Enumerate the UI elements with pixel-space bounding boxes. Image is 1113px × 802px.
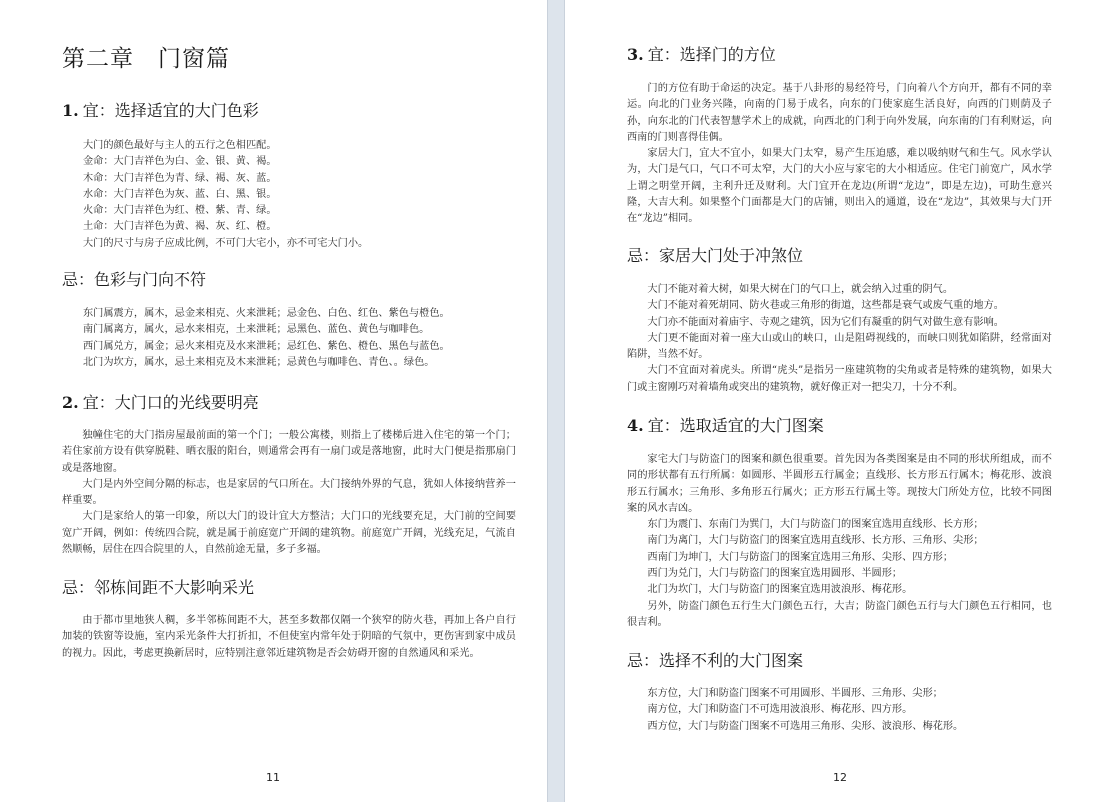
- section-heading: [62, 267, 206, 290]
- paragraph: 南门为离门，大门与防盗门的图案宜选用直线形、长方形、三角形、尖形；: [647, 535, 984, 547]
- list-line: 水命：大门吉祥色为灰、蓝、白、黑、银。: [83, 188, 277, 200]
- section-heading: [627, 243, 803, 266]
- section-body: [627, 81, 1052, 228]
- chapter-title: 第二章 门窗篇: [62, 46, 230, 72]
- paragraph: 东门为震门、东南门为巽门，大门与防盗门的图案宜选用直线形、长方形；: [647, 519, 984, 531]
- list-line: 大门的颜色最好与主人的五行之色相匹配。: [83, 140, 277, 151]
- paragraph: 南方位，大门和防盗门不可选用波浪形、梅花形、四方形。: [647, 704, 913, 716]
- paragraph: 西门为兑门，大门与防盗门的图案宜选用圆形、半圆形；: [647, 568, 903, 580]
- section-title: 宜：选择门的方位: [647, 45, 776, 64]
- section-title: 忌：家居大门处于冲煞位: [627, 246, 804, 265]
- section-heading: [62, 98, 259, 121]
- paragraph: 大门是家给人的第一印象，所以大门的设计宜大方整洁；大门口的光线要充足，大门前的空间要宽广开阔，例如：传统四合院，就是属于前庭宽广开阔的建筑物。前庭宽广开阔，光线充足，气流自然顺畅，居住在四合院里的人，自然前途无量，多子多福。: [62, 511, 516, 556]
- section-title: 忌：选择不利的大门图案: [627, 651, 804, 670]
- paragraph: 西方位，大门与防盗门图案不可选用三角形、尖形、波浪形、梅花形。: [647, 720, 964, 732]
- page-number: 11: [266, 771, 280, 784]
- section-heading: [627, 42, 776, 65]
- paragraph: 门的方位有助于命运的决定。基于八卦形的易经符号，门向着八个方向开，都有不同的幸运。向北的门业务兴隆，向南的门易于成名，向东的门使家庭生活良好，向西的门则荫及子孙，向东北的门代表智慧学术上的成就，向西北的门利于向外发展，向东南的门有利财运，向西南的门则喜得佳偶。: [627, 83, 1052, 143]
- paragraph: 大门亦不能面对着庙宇、寺观之建筑，因为它们有凝重的阴气对做生意有影响。: [647, 316, 1004, 328]
- list-line: 大门的尺寸与房子应成比例，不可门大宅小，亦不可宅大门小。: [83, 237, 369, 249]
- paragraph: 家宅大门与防盗门的图案和颜色很重要。首先因为各类图案是由不同的形状所组成，而不同的形状都有五行所属：如圆形、半圆形五行属金；直线形、长方形五行属木；梅花形、波浪形五行属水；三角形、多角形五行属火；正方形五行属土等。现按大门所处方位，比较不同图案的风水吉凶。: [627, 454, 1052, 514]
- list-line: 木命：大门吉祥色为青、绿、褐、灰、蓝。: [83, 172, 277, 184]
- section-body: [62, 428, 516, 558]
- paragraph: 大门更不能面对着一座大山或山的峡口，山是阻碍视线的，而峡口则犹如陷阱，经常面对陷阱，当然不好。: [627, 332, 1052, 361]
- page-number: 12: [833, 771, 847, 784]
- section-title: 忌：色彩与门向不符: [62, 270, 207, 289]
- paragraph: 北门为坎门，大门与防盗门的图案宜选用波浪形、梅花形。: [647, 584, 913, 596]
- list-line: 金命：大门吉祥色为白、金、银、黄、褐。: [83, 156, 277, 168]
- section-heading: [627, 413, 824, 436]
- section-title: 宜：大门口的光线要明亮: [82, 393, 259, 412]
- page-12: [565, 0, 1113, 802]
- section-number: 1.: [62, 101, 79, 120]
- color-list: [83, 138, 368, 252]
- direction-list: [83, 306, 450, 371]
- paragraph: 大门不能对着大树，如果大树在门的气口上，就会纳入过重的阴气。: [647, 284, 954, 295]
- paragraph: 西南门为坤门，大门与防盗门的图案宜选用三角形、尖形、四方形；: [647, 551, 954, 563]
- paragraph: 另外，防盗门颜色五行生大门颜色五行，大吉；防盗门颜色五行与大门颜色五行相同，也很吉利。: [627, 600, 1052, 628]
- paragraph: 家居大门，宜大不宜小，如果大门太窄，易产生压迫感，难以吸纳财气和生气。风水学认为，大门是气口，气口不可太窄，大门的大小应与家宅的大小相适应。住宅门前宽广，风水学上谓之明堂开阔，主利升迁及财利。大门宜开在龙边(所谓“龙边”，即是左边)，可助生意兴隆，大吉大利。如果整个门面都是大门的店铺，则出入的通道，设在“龙边”，其效果与大门开在“龙边”相同。: [627, 148, 1052, 225]
- section-number: 2.: [62, 393, 79, 412]
- section-number: 4.: [627, 416, 644, 435]
- section-body: [627, 282, 1052, 396]
- paragraph: 大门不宜面对着虎头。所谓“虎头”是指另一座建筑物的尖角或者是特殊的建筑物，如果大门或主窗刚巧对着墙角或突出的建筑物，就好像正对一把尖刀，十分不利。: [627, 365, 1052, 393]
- list-line: 南门属离方，属火，忌水来相克，土来泄耗；忌黑色、蓝色、黄色与咖啡色。: [83, 324, 430, 336]
- list-line: 土命：大门吉祥色为黄、褐、灰、红、橙。: [83, 221, 277, 233]
- section-heading: [62, 390, 259, 413]
- section-body: [627, 452, 1052, 631]
- paragraph: 独幢住宅的大门指房屋最前面的第一个门；一般公寓楼，则指上了楼梯后进入住宅的第一个门；若住家前方设有供穿脱鞋、晒衣服的阳台，则通常会再有一扇门或是落地窗，此时大门便是指那扇门或是落地窗。: [62, 430, 516, 474]
- section-title: 忌：邻栋间距不大影响采光: [62, 578, 255, 597]
- section-body: [627, 686, 1052, 735]
- list-line: 北门为坎方，属水，忌土来相克及木来泄耗；忌黄色与咖啡色、青色、。绿色。: [83, 356, 435, 368]
- section-body: [62, 613, 516, 662]
- section-number: 3.: [627, 45, 644, 64]
- list-line: 火命：大门吉祥色为红、橙、紫、青、绿。: [83, 205, 277, 217]
- paragraph: 大门是内外空间分隔的标志，也是家居的气口所在。大门接纳外界的气息，犹如人体接纳营养一样重要。: [62, 478, 516, 507]
- page-11: [0, 0, 547, 802]
- page-gutter: [547, 0, 565, 802]
- paragraph: 大门不能对着死胡同、防火巷或三角形的街道，这些都是衰气或废气重的地方。: [647, 300, 1004, 312]
- section-title: 宜：选取适宜的大门图案: [647, 416, 824, 435]
- section-heading: [627, 648, 803, 671]
- paragraph: 由于都市里地狭人稠，多半邻栋间距不大，甚至多数都仅隔一个狭窄的防火巷，再加上各户自行加装的铁窗等设施，室内采光条件大打折扣，不但使室内常年处于阴暗的气氛中，更伤害到家中成员的视力。因此，考虑更换新居时，应特别注意邻近建筑物是否会妨碍开窗的自然通风和采光。: [62, 615, 516, 659]
- section-title: 宜：选择适宜的大门色彩: [82, 101, 259, 120]
- section-heading: [62, 575, 254, 598]
- list-line: 东门属震方，属木，忌金来相克、火来泄耗；忌金色、白色、红色、紫色与橙色。: [83, 308, 450, 319]
- paragraph: 东方位，大门和防盗门图案不可用圆形、半圆形、三角形、尖形；: [647, 688, 943, 699]
- list-line: 西门属兑方，属金；忌火来相克及水来泄耗；忌红色、紫色、橙色、黑色与蓝色。: [83, 340, 450, 352]
